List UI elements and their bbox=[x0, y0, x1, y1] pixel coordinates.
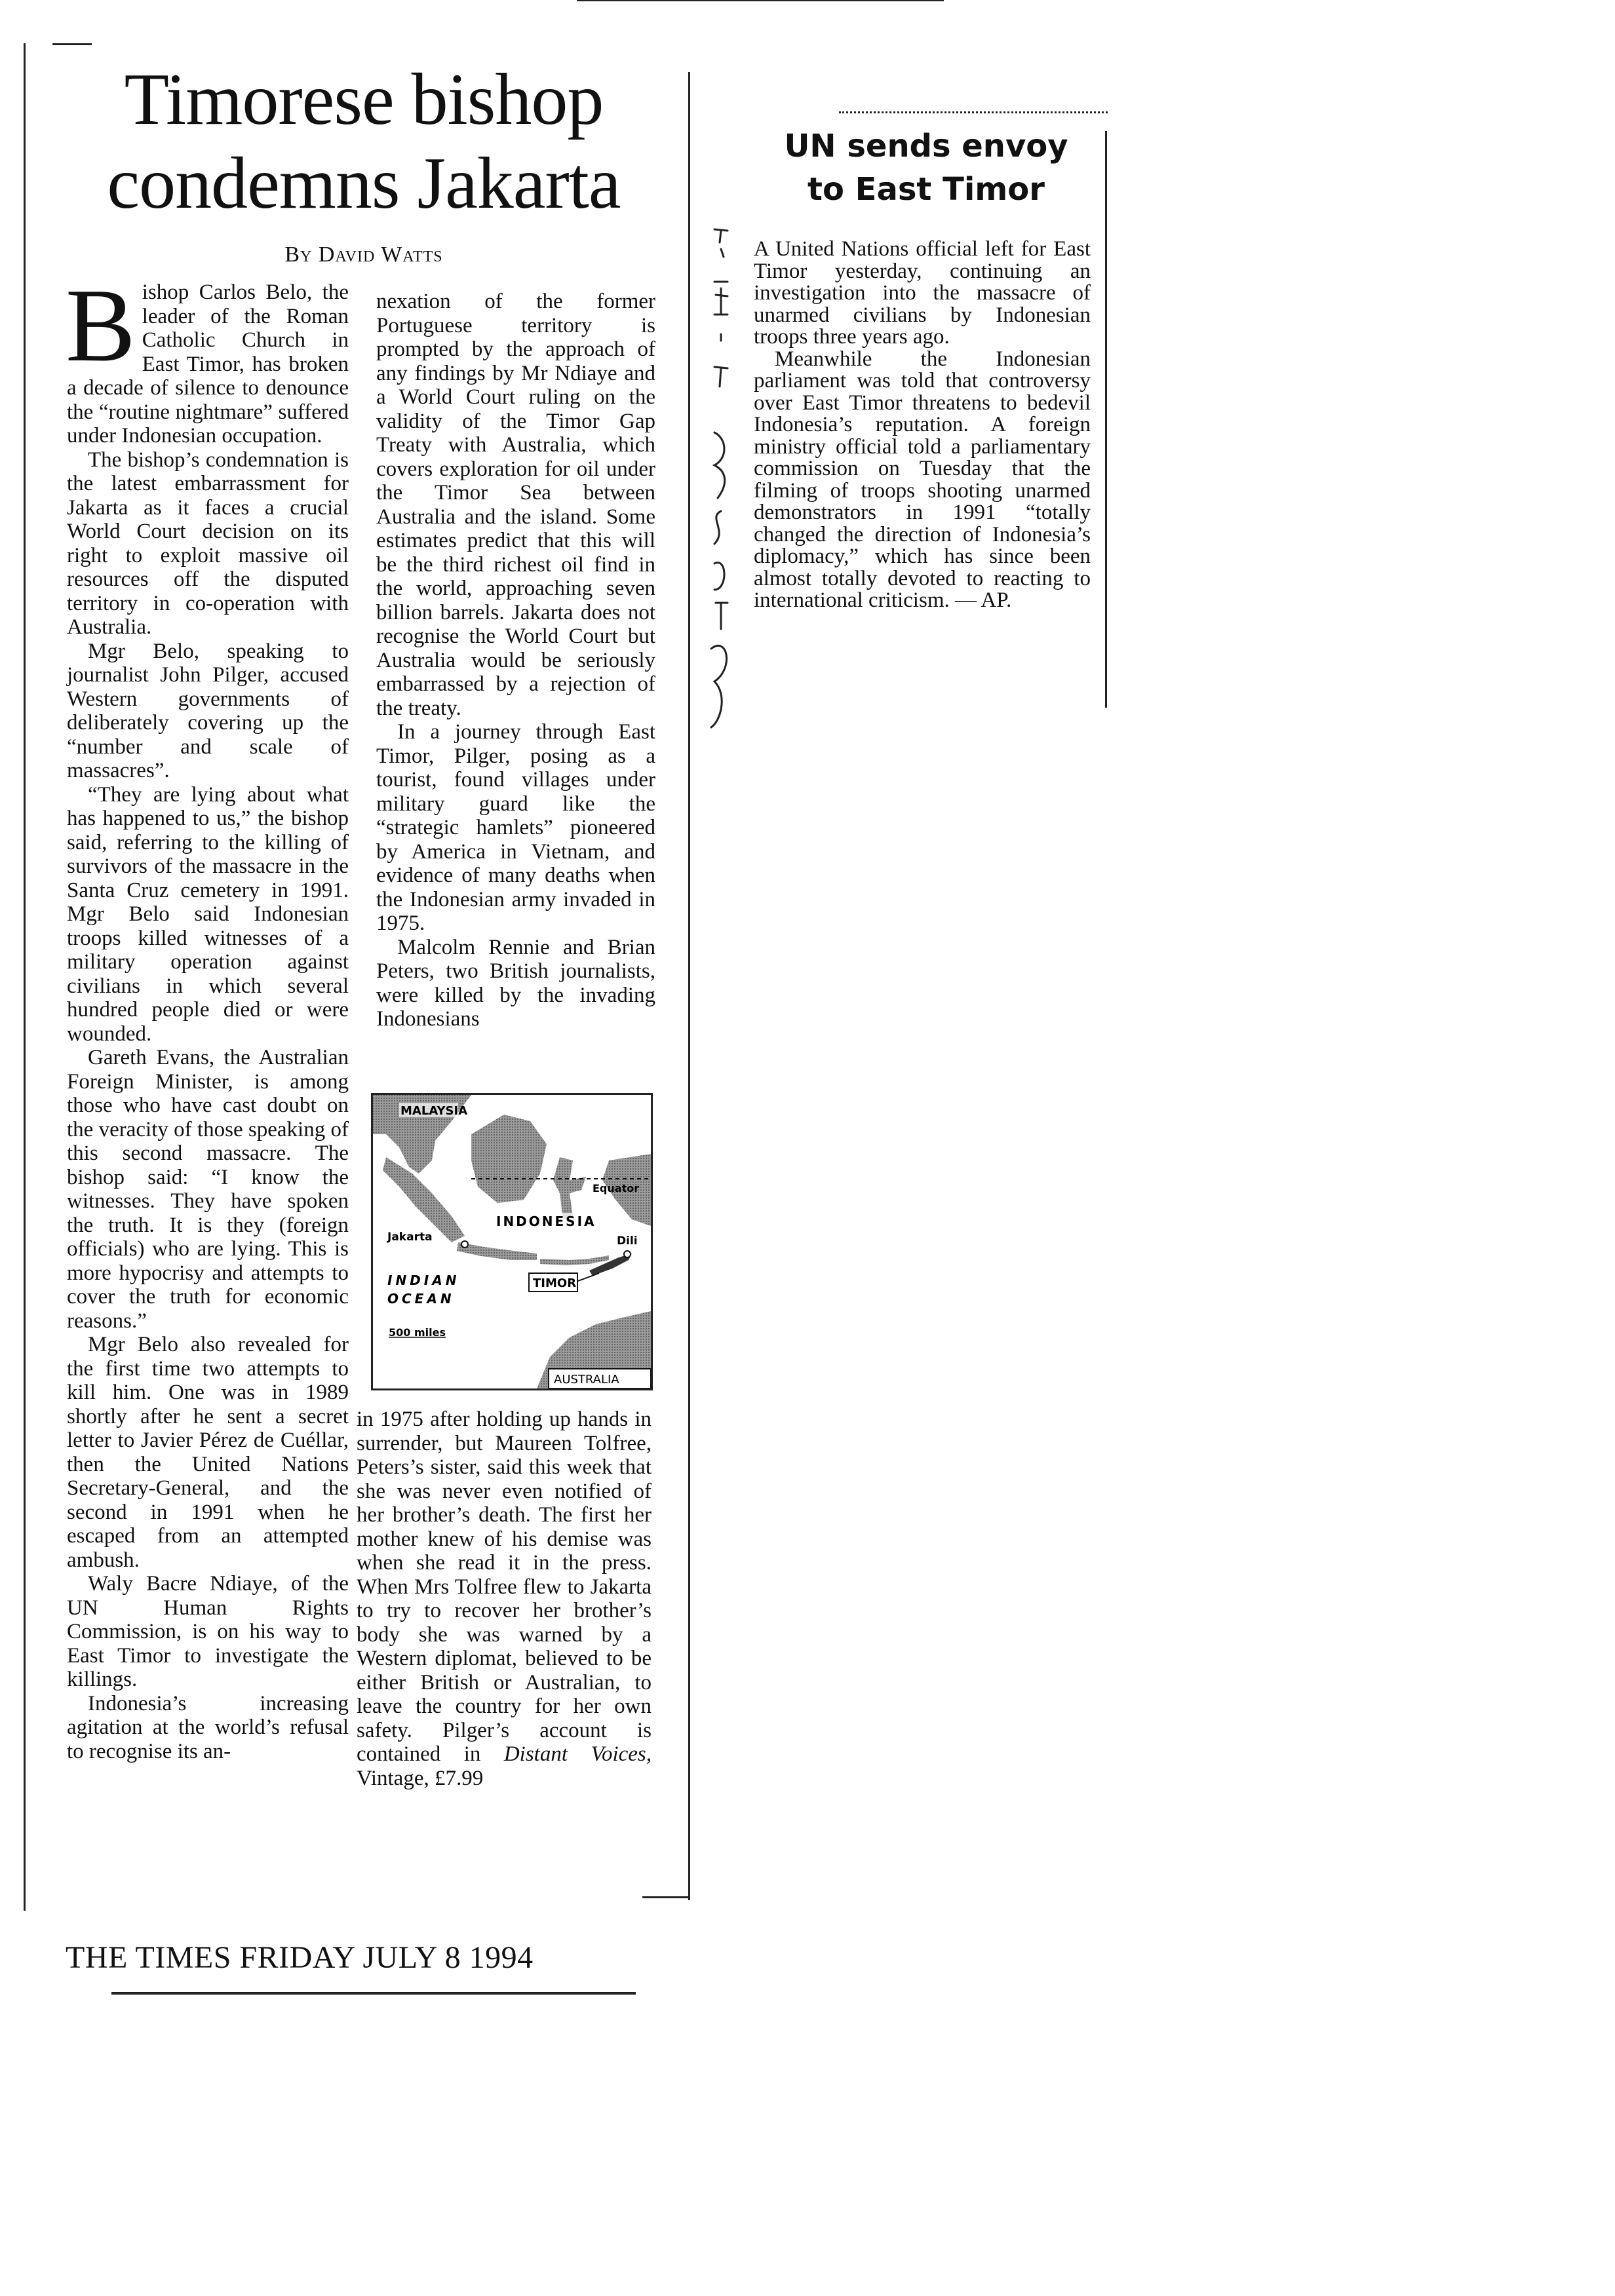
map-label-malaysia: MALAYSIA bbox=[400, 1104, 468, 1118]
brief-headline-line1: UN sends envoy bbox=[784, 128, 1068, 164]
article-paragraph: in 1975 after holding up hands in surrender, but Maureen Tolfree, Peters’s sister, said this week that she was never even notified of her brother’s death. The first her mother knew of his demise was when she read it in the press. When Mrs Tolfree flew to Jakarta to try to recover her brother’s body she was warned by a Western diplomat, believed to be either British or Australian, to leave the country for her own safety. Pilger’s account is contained in Distant Voices, Vintage, £7.99 bbox=[357, 1407, 652, 1790]
handwritten-annotation bbox=[701, 223, 754, 734]
brief-column bbox=[754, 239, 1091, 612]
map-label-equator: Equator bbox=[593, 1182, 640, 1195]
main-article-left-rule bbox=[24, 43, 26, 1911]
article-paragraph: Malcolm Rennie and Brian Peters, two British journalists, were killed by the invading Indonesians bbox=[376, 935, 655, 1031]
brief-paragraph: A United Nations official left for East Timor yesterday, continuing an investigation into the massacre of unarmed civilians by Indonesian troops three years ago. bbox=[754, 237, 1091, 349]
article-paragraph: Waly Bacre Ndiaye, of the UN Human Rights Commission, is on his way to East Timor to investigate the killings. bbox=[67, 1572, 349, 1691]
brief-headline bbox=[772, 124, 1080, 211]
newspaper-dateline: THE TIMES FRIDAY JULY 8 1994 bbox=[66, 1940, 534, 1975]
map-label-indonesia: INDONESIA bbox=[496, 1214, 596, 1229]
main-article-right-rule bbox=[688, 72, 690, 1900]
brief-paragraph: Meanwhile the Indonesian parliament was told that controversy over East Timor threatens to bedevil Indonesia’s reputation. A foreign ministry official told a parliamentary commission on Tuesday that the filming of troops shooting unarmed demonstrators in 1991 “totally changed the direction of Indonesia’s diplomacy,” which has since been almost totally devoted to reacting to international criticism. — AP. bbox=[754, 347, 1091, 612]
article-column-1 bbox=[66, 267, 349, 1763]
article-column-2-continued bbox=[357, 1407, 652, 1790]
map-label-timor: TIMOR bbox=[533, 1276, 577, 1290]
map-label-australia: AUSTRALIA bbox=[554, 1373, 619, 1387]
article-paragraph: In a journey through East Timor, Pilger, posing as a tourist, found villages under military guard like the “strategic hamlets” pioneered by America in Vietnam, and evidence of many deaths when the Indonesian army invaded in 1975. bbox=[376, 720, 655, 935]
article-paragraph: Mgr Belo also revealed for the first time two attempts to kill him. One was in 1989 shortly after he sent a secret letter to Javier Pérez de Cuéllar, then the United Nations Secretary-General, and the second in 1991 when he escaped from an attempted ambush. bbox=[67, 1333, 349, 1572]
main-article-top-rule bbox=[52, 43, 92, 45]
article-paragraph: “They are lying about what has happened to us,” the bishop said, referring to the killing of survivors of the massacre in the Santa Cruz cemetery in 1991. Mgr Belo said Indonesian troops killed witnesses of a military operation against civilians in which several hundred people died or were wounded. bbox=[67, 782, 349, 1046]
article-paragraph: The bishop’s condemnation is the latest embarrassment for Jakarta as it faces a crucial World Court decision on its right to exploit massive oil resources off the disputed territory in co-operation with Australia. bbox=[67, 448, 349, 639]
footer-underline bbox=[111, 1992, 636, 1995]
map-label-ocean-1: INDIAN bbox=[387, 1272, 460, 1288]
article-paragraph: Mgr Belo, speaking to journalist John Pilger, accused Western governments of deliberately covering up the “number and scale of massacres”. bbox=[67, 639, 349, 782]
main-headline-line1: Timorese bishop bbox=[124, 59, 604, 140]
map-label-jakarta: Jakarta bbox=[387, 1231, 433, 1244]
main-article-bottom-rule bbox=[642, 1896, 690, 1898]
brief-right-rule bbox=[1105, 131, 1107, 708]
map-label-ocean-2: OCEAN bbox=[387, 1291, 455, 1307]
main-headline bbox=[59, 58, 669, 225]
byline: By David Watts bbox=[284, 242, 443, 267]
article-paragraph: Gareth Evans, the Australian Foreign Minister, is among those who have cast doubt on the veracity of those speaking of this second massacre. The bishop said: “I know the witnesses. They have spoken the truth. It is they (foreign officials) who are lying. This is more hypocrisy and attempts to cover the truth for economic reasons.” bbox=[67, 1046, 349, 1333]
article-paragraph: nexation of the former Portuguese territory is prompted by the approach of any findings by Mr Ndiaye and a World Court ruling on the validity of the Timor Gap Treaty with Australia, which covers exploration for oil under the Timor Sea between Australia and the island. Some estimates predict that this will be the third richest oil find in the world, approaching seven billion barrels. Jakarta does not recognise the World Court but Australia would be seriously embarrassed by a rejection of the treaty. bbox=[376, 290, 655, 720]
article-column-2 bbox=[376, 290, 655, 1031]
article-paragraph: Bishop Carlos Belo, the leader of the Roman Catholic Church in East Timor, has broken a decade of silence to denounce the “routine nightmare” suffered under Indonesian occupation. bbox=[66, 267, 349, 448]
top-edge-rule bbox=[577, 0, 944, 1]
locator-map bbox=[371, 1093, 653, 1390]
brief-top-dotted-rule bbox=[839, 111, 1108, 113]
map-label-dili: Dili bbox=[617, 1234, 638, 1248]
main-headline-line2: condemns Jakarta bbox=[107, 143, 621, 224]
book-title: Distant Voices, bbox=[503, 1742, 652, 1766]
jakarta-marker bbox=[461, 1241, 468, 1248]
drop-cap: B bbox=[66, 267, 136, 383]
article-paragraph: Indonesia’s increasing agitation at the world’s refusal to recognise its an- bbox=[67, 1691, 349, 1763]
brief-headline-line2: to East Timor bbox=[808, 171, 1045, 208]
dili-marker bbox=[624, 1251, 631, 1257]
map-label-scale: 500 miles bbox=[389, 1326, 446, 1339]
map-graphic bbox=[373, 1095, 651, 1388]
